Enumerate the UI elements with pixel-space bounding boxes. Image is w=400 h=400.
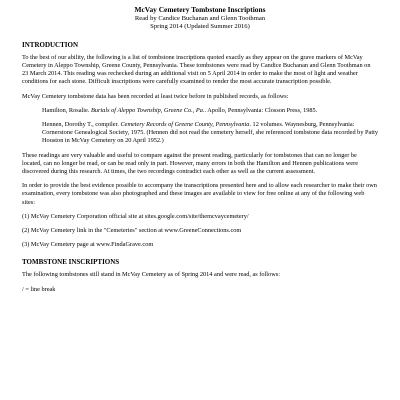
intro-paragraph-2: McVay Cemetery tombstone data has been recorded at least twice before in published records, as follows: (22, 92, 289, 100)
intro-paragraph-3: These readings are very valuable and useful to compare against the present reading, particularly for tombstones that can no longer be located, can no longer be read, or can be read only in part. However, many errors in both the Hamilton and Hennen publications were discovered during this research. At times, the two recordings contradict each other as well as the current assessment. (22, 151, 358, 176)
website-3: (3) McVay Cemetery page at www.FindaGrave.com (22, 241, 154, 249)
legend-line-break: / = line break (22, 285, 56, 293)
document-title: McVay Cemetery Tombstone Inscriptions (134, 5, 266, 14)
ref2-title: Cemetery Records of Greene County, Pennsylvania (120, 121, 250, 128)
ref1-title: Burials of Aleppo Township, Greene Co., Pa. (90, 106, 205, 114)
reference-hennen (22, 121, 378, 146)
inscriptions-heading: TOMBSTONE INSCRIPTIONS (22, 258, 120, 267)
document-season: Spring 2014 (Updated Summer 2016) (150, 23, 250, 31)
inscriptions-paragraph-1: The following tombstones still stand in McVay Cemetery as of Spring 2014 and were read, as follows: (22, 271, 280, 279)
ref1-publisher: . Apollo, Pennsylvania: Closson Press, 1985. (204, 106, 318, 114)
reference-hamilton (22, 107, 378, 115)
website-2: (2) McVay Cemetery link in the "Cemeteries" section at www.GreeneConnections.com (22, 227, 242, 235)
intro-paragraph-1: To the best of our ability, the following is a list of tombstone inscriptions quoted exactly as they appear on the grave markers of McVay Cemetery in Aleppo Township, Greene County, Pennsylvania. These tombstones were read by Candice Buchanan and Glenn Toothman on 23 March 2014. This reading was rechecked during an additional visit on 5 April 2014 in order to make the most of light and weather conditions for each stone. Difficult inscriptions were carefully examined to render the most accurate transcription possible. (22, 53, 371, 86)
intro-heading: INTRODUCTION (22, 40, 79, 49)
title-block (22, 0, 378, 32)
website-1: (1) McVay Cemetery Corporation official site at sites.google.com/site/themcvaycemetery/ (22, 212, 249, 220)
intro-paragraph-4: In order to provide the best evidence possible to accompany the transcriptions presented here and to allow each researcher to make their own examination, every tombstone was also photographed and these images are available to view for free online at any of the following web sites: (22, 182, 377, 206)
ref2-author: Hennen, Dorothy T., compiler. (42, 121, 121, 128)
ref1-author: Hamilton, Rosalie. (42, 106, 91, 114)
document-readers: Read by Candice Buchanan and Glenn Toothman (134, 14, 266, 22)
ref2-publisher: . 12 volumes. Waynesburg, Pennsylvania: Cornerstone Genealogical Society, 1975. (Hennen did not read the cemetery herself, she referenced tombstone data recorded by Patty Houston in McVay Cemetery on 20 April 1952.) (42, 121, 378, 145)
